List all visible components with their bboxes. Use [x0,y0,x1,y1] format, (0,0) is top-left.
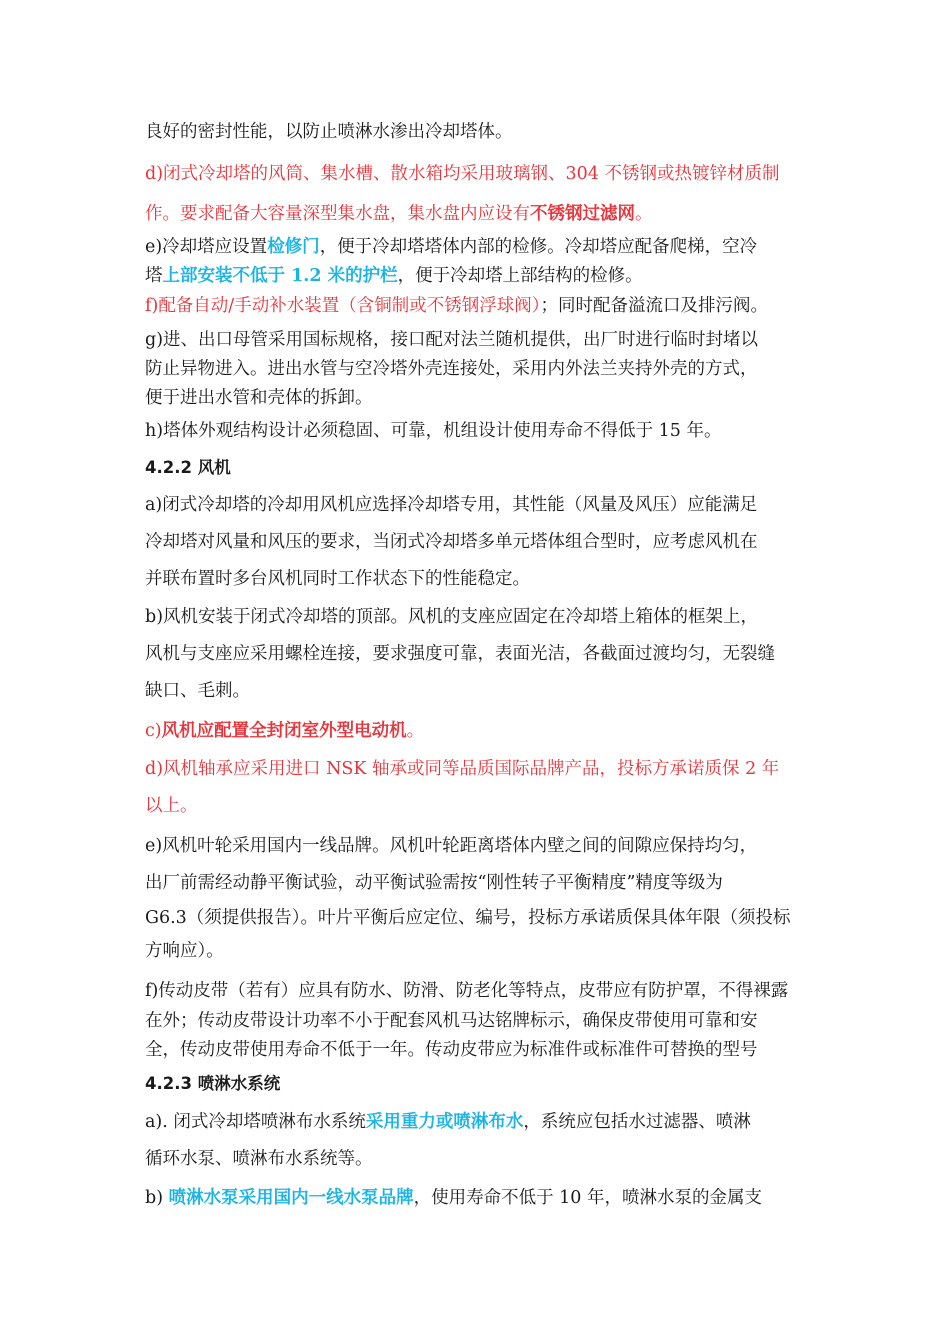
highlight-text: 不锈钢过滤网 [530,204,635,224]
paragraph-line: 风机与支座应采用螺栓连接，要求强度可靠，表面光洁，各截面过渡均匀，无裂缝 [145,644,775,664]
paragraph-line: e)风机叶轮采用国内一线品牌。风机叶轮距离塔体内壁之间的间隙应保持均匀， [145,836,758,856]
paragraph-line: f)配备自动/手动补水装置（含铜制或不锈钢浮球阀）；同时配备溢流口及排污阀。 [145,296,768,316]
highlight-text: 采用重力或喷淋布水 [365,1112,524,1132]
paragraph-line: 作。要求配备大容量深型集水盘，集水盘内应设有不锈钢过滤网。 [145,204,653,224]
section-heading: 4.2.3 喷淋水系统 [145,1074,281,1093]
paragraph-line: 以上。 [145,796,198,816]
paragraph-line: 便于进出水管和壳体的拆卸。 [145,388,373,408]
paragraph-line: 良好的密封性能，以防止喷淋水渗出冷却塔体。 [145,122,513,142]
paragraph-line: 冷却塔对风量和风压的要求，当闭式冷却塔多单元塔体组合型时，应考虑风机在 [145,532,758,552]
paragraph-line: a). 闭式冷却塔喷淋布水系统采用重力或喷淋布水，系统应包括水过滤器、喷淋 [145,1112,751,1132]
paragraph-line: b) 喷淋水泵采用国内一线水泵品牌，使用寿命不低于 10 年，喷淋水泵的金属支 [145,1188,762,1208]
paragraph-line: 缺口、毛刺。 [145,681,250,701]
paragraph-line: h)塔体外观结构设计必须稳固、可靠，机组设计使用寿命不得低于 15 年。 [145,421,722,441]
paragraph-line: G6.3（须提供报告）。叶片平衡后应定位、编号，投标方承诺质保具体年限（须投标 [145,908,791,928]
paragraph-line: 在外；传动皮带设计功率不小于配套风机马达铭牌标示，确保皮带使用可靠和安 [145,1011,758,1031]
paragraph-line: c)风机应配置全封闭室外型电动机。 [145,721,425,741]
paragraph-line: e)冷却塔应设置检修门，便于冷却塔塔体内部的检修。冷却塔应配备爬梯，空冷 [145,237,758,257]
paragraph-line: f)传动皮带（若有）应具有防水、防滑、防老化等特点，皮带应有防护罩，不得裸露 [145,981,789,1001]
highlight-text: 喷淋水泵采用国内一线水泵品牌 [168,1188,414,1208]
paragraph-line: 防止异物进入。进出水管与空冷塔外壳连接处，采用内外法兰夹持外壳的方式， [145,359,758,379]
paragraph-line: a)闭式冷却塔的冷却用风机应选择冷却塔专用，其性能（风量及风压）应能满足 [145,495,758,515]
paragraph-line: b)风机安装于闭式冷却塔的顶部。风机的支座应固定在冷却塔上箱体的框架上， [145,607,759,627]
highlight-text: 上部安装不低于 1.2 米的护栏 [162,266,398,286]
paragraph-line: 出厂前需经动静平衡试验，动平衡试验需按“刚性转子平衡精度”精度等级为 [145,873,723,893]
highlight-text: 风机应配置全封闭室外型电动机 [161,721,407,741]
highlight-text: 检修门 [267,237,320,257]
paragraph-line: 循环水泵、喷淋布水系统等。 [145,1149,373,1169]
paragraph-line: g)进、出口母管采用国标规格，接口配对法兰随机提供，出厂时进行临时封堵以 [145,330,759,350]
paragraph-line: d)闭式冷却塔的风筒、集水槽、散水箱均采用玻璃钢、304 不锈钢或热镀锌材质制 [145,164,780,184]
paragraph-line: d)风机轴承应采用进口 NSK 轴承或同等品质国际品牌产品，投标方承诺质保 2 年 [145,759,780,779]
paragraph-line: 并联布置时多台风机同时工作状态下的性能稳定。 [145,569,530,589]
highlight-text: 配备自动/手动补水装置（含铜制或不锈钢浮球阀） [158,296,541,316]
section-heading: 4.2.2 风机 [145,458,231,477]
paragraph-line: 全，传动皮带使用寿命不低于一年。传动皮带应为标准件或标准件可替换的型号 [145,1040,758,1060]
paragraph-line: 方响应）。 [145,941,224,961]
paragraph-line: 塔上部安装不低于 1.2 米的护栏，便于冷却塔上部结构的检修。 [145,266,643,286]
